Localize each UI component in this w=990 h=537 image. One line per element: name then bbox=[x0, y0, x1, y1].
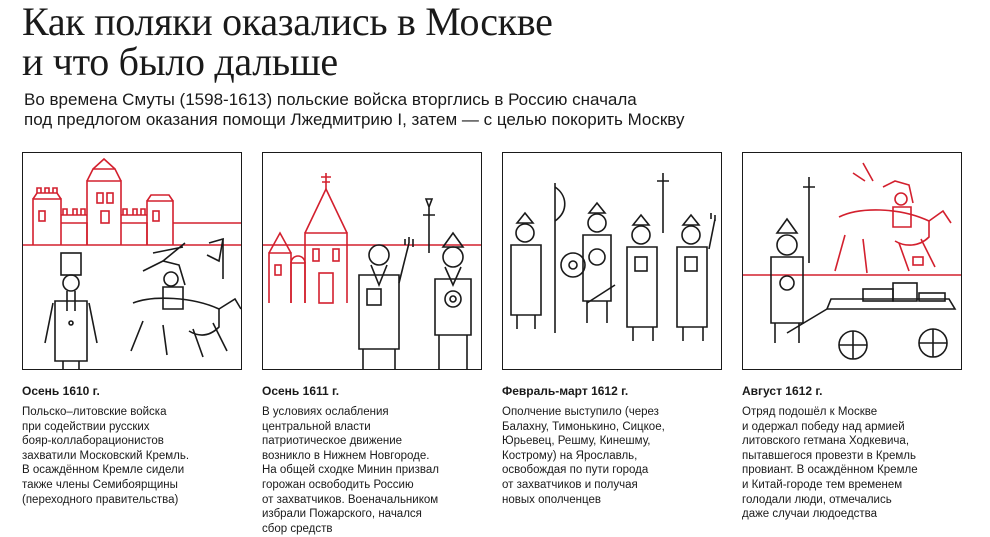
description-line: Кострому) на Ярославль, bbox=[502, 449, 638, 462]
title-line-2: и что было дальше bbox=[22, 39, 338, 84]
description-line: избрали Пожарского, начался bbox=[262, 508, 422, 521]
panel-date: Август 1612 г. bbox=[742, 384, 823, 398]
illustration-frame bbox=[742, 152, 962, 370]
description-line: (переходного правительства) bbox=[22, 493, 179, 506]
description-line: В осаждённом Кремле сидели bbox=[22, 464, 185, 477]
panel-description bbox=[742, 405, 972, 522]
description-line: пытавшегося провезти в Кремль bbox=[742, 449, 916, 462]
description-line: от захватчиков. Военачальником bbox=[262, 493, 439, 506]
minin-pozharsky-illustration bbox=[263, 153, 481, 369]
panel-autumn-1610 bbox=[22, 152, 242, 507]
illustration-frame bbox=[262, 152, 482, 370]
page-subtitle bbox=[24, 90, 924, 130]
description-line: новых ополченцев bbox=[502, 493, 601, 506]
description-line: голодали люди, отмечались bbox=[742, 493, 892, 506]
description-line: Ополчение выступило (через bbox=[502, 406, 659, 418]
description-line: центральной власти bbox=[262, 420, 371, 433]
description-line: захватили Московский Кремль. bbox=[22, 449, 190, 462]
subtitle-line-1: Во времена Смуты (1598-1613) польские войска вторглись в Россию сначала bbox=[24, 90, 637, 109]
description-line: Балахну, Тимонькино, Сицкое, bbox=[502, 420, 665, 433]
description-line: также члены Семибоярщины bbox=[22, 478, 178, 491]
panel-autumn-1611 bbox=[262, 152, 482, 536]
description-line: Отряд подошёл к Москве bbox=[742, 406, 878, 418]
description-line: литовского гетмана Ходкевича, bbox=[742, 435, 910, 448]
illustration-frame bbox=[502, 152, 722, 370]
description-line: при содействии русских bbox=[22, 420, 150, 433]
panel-feb-mar-1612 bbox=[502, 152, 722, 507]
description-line: В условиях ослабления bbox=[262, 406, 389, 418]
description-line: провиант. В осаждённом Кремле bbox=[742, 464, 918, 477]
description-line: бояр-коллаборационистов bbox=[22, 435, 164, 448]
subtitle-line-2: под предлогом оказания помощи Лжедмитрию I, затем — с целью покорить Москву bbox=[24, 110, 685, 129]
description-line: даже случаи людоедства bbox=[742, 508, 878, 521]
panel-august-1612 bbox=[742, 152, 962, 522]
militia-march-illustration bbox=[503, 153, 721, 369]
panel-description bbox=[262, 405, 492, 536]
description-line: сбор средств bbox=[262, 522, 333, 535]
illustration-frame bbox=[22, 152, 242, 370]
description-line: Юрьевец, Решму, Кинешму, bbox=[502, 435, 651, 448]
description-line: и одержал победу над армией bbox=[742, 420, 905, 433]
battle-provisions-illustration bbox=[743, 153, 961, 369]
panel-date: Февраль-март 1612 г. bbox=[502, 384, 629, 398]
description-line: На общей сходке Минин призвал bbox=[262, 464, 439, 477]
description-line: от захватчиков и получая bbox=[502, 478, 638, 491]
description-line: возникло в Нижнем Новгороде. bbox=[262, 449, 430, 462]
description-line: и Китай-городе тем временем bbox=[742, 478, 903, 491]
page-title bbox=[22, 2, 962, 82]
panel-description bbox=[502, 405, 732, 507]
description-line: горожан освободить Россию bbox=[262, 478, 414, 491]
kremlin-capture-illustration bbox=[23, 153, 241, 369]
description-line: освобождая по пути города bbox=[502, 464, 649, 477]
panel-description bbox=[22, 405, 252, 507]
panel-date: Осень 1610 г. bbox=[22, 384, 100, 398]
title-line-1: Как поляки оказались в Москве bbox=[22, 0, 553, 44]
description-line: патриотическое движение bbox=[262, 435, 403, 448]
description-line: Польско–литовские войска bbox=[22, 406, 167, 418]
panel-date: Осень 1611 г. bbox=[262, 384, 340, 398]
